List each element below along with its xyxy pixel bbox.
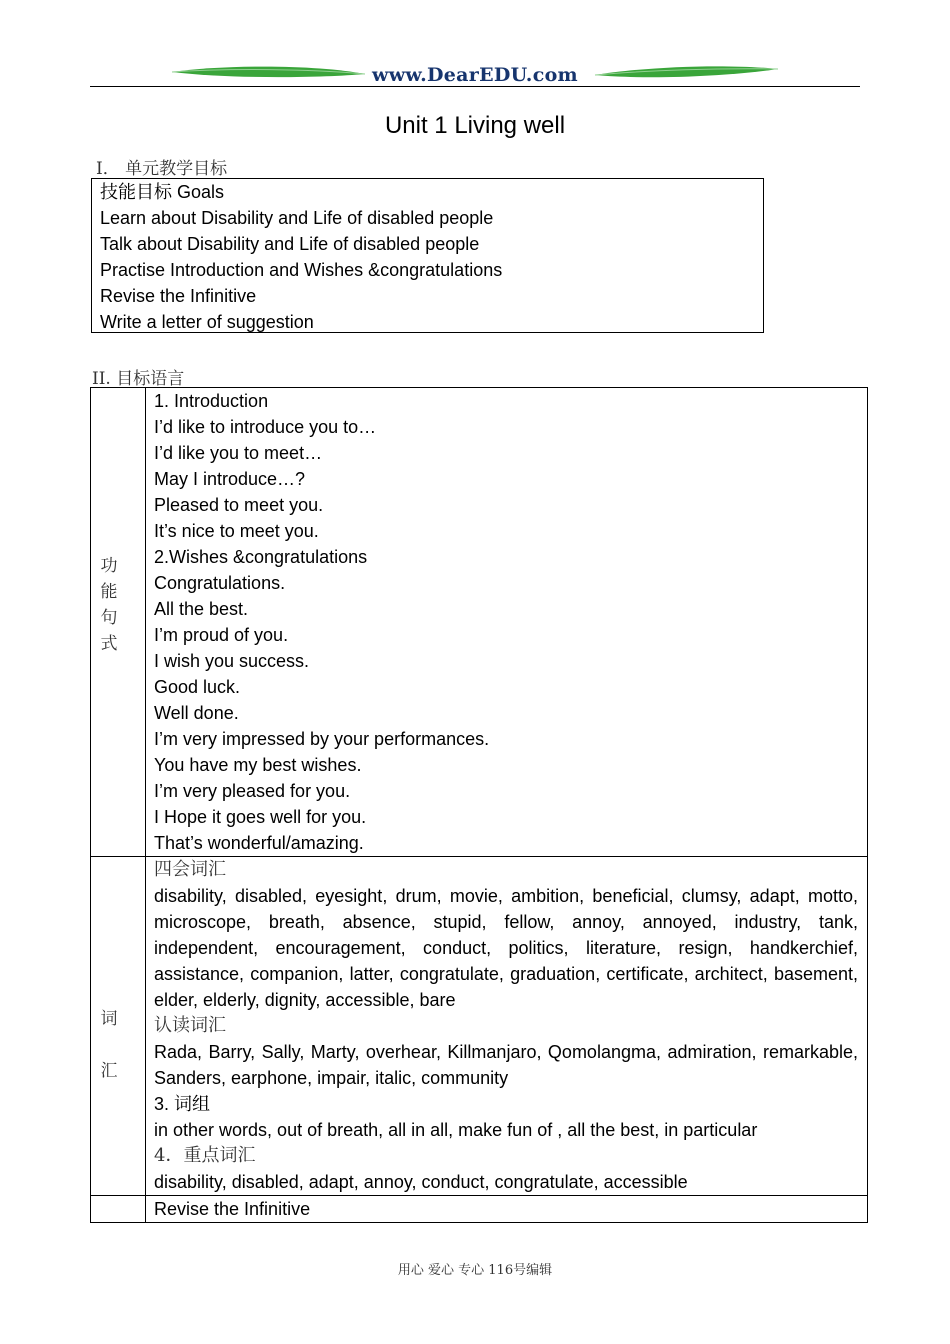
functions-label-cell (91, 388, 146, 857)
site-header (90, 60, 860, 92)
functions-label: 功 能 句 式 (100, 556, 118, 654)
function-line: I’d like to introduce you to… (154, 417, 377, 437)
grammar-row (91, 1196, 868, 1223)
four-skills-words: disability, disabled, eyesight, drum, movie, ambition, beneficial, clumsy, adapt, motto, microscope, breath, absence, stupid, fellow, annoy, annoyed, industry, tank, independent, encouragement, conduct, politics, literature, resign, handkerchief, assistance, companion, latter, congratulate, graduation, certificate, architect, basement, elder, elderly, dignity, accessible, bare (154, 886, 858, 1010)
goals-title: 技能目标 Goals (100, 182, 225, 202)
recognition-words: Rada, Barry, Sally, Marty, overhear, Killmanjaro, Qomolangma, admiration, remarkable, Sanders, earphone, impair, italic, community (154, 1042, 858, 1088)
function-line: That’s wonderful/amazing. (154, 833, 364, 853)
goal-item: Revise the Infinitive (100, 286, 257, 306)
function-line: I’m very pleased for you. (154, 781, 351, 801)
site-logo-text: www.DearEDU.com (372, 64, 578, 86)
function-line: You have my best wishes. (154, 755, 362, 775)
function-line: May I introduce…? (154, 469, 306, 489)
goals-box (91, 178, 764, 333)
function-line: Pleased to meet you. (154, 495, 324, 515)
vocabulary-row (91, 857, 868, 1196)
vocabulary-label: 词 汇 (100, 1009, 118, 1081)
four-skills-heading: 四会词汇 (154, 859, 226, 880)
functions-content (146, 388, 868, 857)
function-line: Congratulations. (154, 573, 286, 593)
section2-heading: II. 目标语言 (92, 369, 185, 389)
function-line: It’s nice to meet you. (154, 521, 319, 541)
function-line: I wish you success. (154, 651, 310, 671)
page-footer: 用心 爱心 专心 116号编辑 (397, 1263, 553, 1278)
grammar-text: Revise the Infinitive (154, 1199, 311, 1219)
functions-row (91, 388, 868, 857)
section1-heading: Ⅰ． 单元教学目标 (96, 159, 228, 179)
function-line: Good luck. (154, 677, 241, 697)
header-rule (90, 86, 860, 87)
function-line: All the best. (154, 599, 249, 619)
page-title: Unit 1 Living well (384, 112, 566, 139)
vocabulary-label-cell (91, 857, 146, 1196)
grammar-content (146, 1196, 868, 1223)
goal-item: Write a letter of suggestion (100, 312, 314, 332)
key-words: disability, disabled, adapt, annoy, conduct, congratulate, accessible (154, 1172, 688, 1192)
target-language-table (90, 387, 868, 1223)
function-line: 2.Wishes &congratulations (154, 547, 368, 567)
function-line: I’m proud of you. (154, 625, 289, 645)
function-line: I’m very impressed by your performances. (154, 729, 490, 749)
grammar-label-cell (91, 1196, 146, 1223)
recognition-heading: 认读词汇 (154, 1015, 226, 1036)
phrases-heading: 3. 词组 (154, 1094, 211, 1114)
phrases-words: in other words, out of breath, all in all, make fun of , all the best, in particular (154, 1120, 758, 1140)
function-line: Well done. (154, 703, 239, 723)
vocabulary-content (146, 857, 868, 1196)
goal-item: Talk about Disability and Life of disabled people (100, 234, 480, 254)
goal-item: Learn about Disability and Life of disabled people (100, 208, 494, 228)
function-line: I’d like you to meet… (154, 443, 323, 463)
goal-item: Practise Introduction and Wishes &congratulations (100, 260, 503, 280)
key-words-heading: 4．重点词汇 (154, 1145, 256, 1166)
function-line: I Hope it goes well for you. (154, 807, 367, 827)
function-line: 1. Introduction (154, 391, 269, 411)
